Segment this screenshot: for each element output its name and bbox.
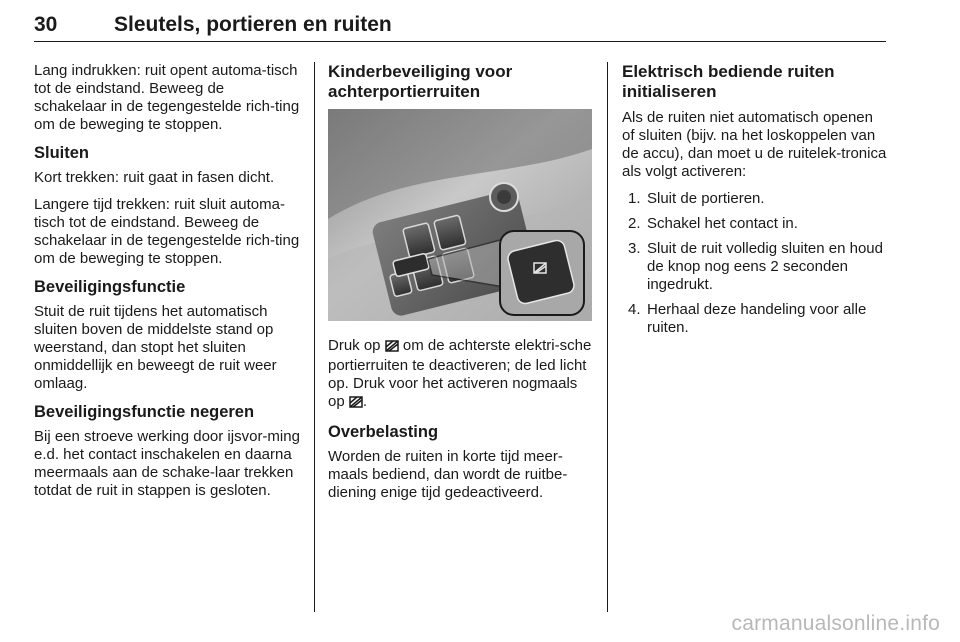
paragraph: [328, 337, 592, 413]
page-number: 30: [34, 13, 58, 36]
page-title: Sleutels, portieren en ruiten: [114, 13, 392, 36]
section-heading-negeren: Beveiligingsfunctie negeren: [34, 403, 255, 421]
step-number: 1.: [628, 190, 641, 207]
step-text: Herhaal deze handeling voor alle ruiten.: [647, 301, 867, 336]
section-heading-beveiligingsfunctie: Beveiligingsfunctie: [34, 278, 186, 296]
section-heading-kinderbeveiliging: Kinderbeveiliging voor achterportierruiten: [328, 62, 513, 101]
section-heading-initialiseren: Elektrisch bediende ruiten initialiseren: [622, 62, 835, 101]
step-number: 2.: [628, 215, 641, 232]
page-header: [34, 8, 886, 42]
column-right: [622, 62, 888, 344]
column-left: [34, 62, 300, 509]
watermark[interactable]: carmanualsonline.info: [731, 612, 940, 635]
step-text: Schakel het contact in.: [647, 215, 798, 232]
door-switch-photo: [328, 109, 592, 321]
list-item: [622, 190, 888, 208]
column-middle: [328, 62, 592, 511]
paragraph: Worden de ruiten in korte tijd meer-maals bediend, dan wordt de ruitbe-diening enige tijd gedeactiveerd.: [328, 448, 568, 501]
list-item: [622, 215, 888, 233]
paragraph: Langere tijd trekken: ruit sluit automa-tisch tot de eindstand. Beweeg de schakelaar in de tegengestelde rich-ting om de beweging te stoppen.: [34, 196, 300, 267]
child-lock-window-icon: [385, 339, 399, 357]
paragraph: Bij een stroeve werking door ijsvor-ming e.d. het contact inschakelen en daarna meermaals aan de schake-laar trekken totdat de ruit in stappen is gesloten.: [34, 428, 300, 499]
paragraph: Als de ruiten niet automatisch openen of sluiten (bijv. na het loskoppelen van de accu), dan moet u de ruitelek-tronica als volgt activeren:: [622, 109, 887, 180]
step-text: Sluit de ruit volledig sluiten en houd de knop nog eens 2 seconden ingedrukt.: [647, 240, 883, 293]
text-span: Druk op: [328, 337, 385, 354]
section-heading-sluiten: Sluiten: [34, 144, 90, 162]
list-item: [622, 301, 888, 337]
text-span: om de achterste elektri-sche portierruiten te deactiveren; de led licht op. Druk voor het activeren nogmaals op: [328, 337, 592, 410]
list-item: [622, 240, 888, 294]
step-number: 4.: [628, 301, 641, 318]
paragraph: Stuit de ruit tijdens het automatisch sluiten boven de middelste stand op weerstand, dan stopt het sluiten onmiddellijk en beweegt de ruit weer omlaag.: [34, 303, 277, 392]
column-divider: [607, 62, 608, 612]
child-lock-window-icon: [349, 395, 363, 413]
step-number: 3.: [628, 240, 641, 257]
step-text: Sluit de portieren.: [647, 190, 765, 207]
column-divider: [314, 62, 315, 612]
paragraph: Kort trekken: ruit gaat in fasen dicht.: [34, 169, 275, 186]
text-span: .: [362, 393, 368, 410]
section-heading-overbelasting: Overbelasting: [328, 423, 439, 441]
paragraph: Lang indrukken: ruit opent automa-tisch tot de eindstand. Beweeg de schakelaar in de tegengestelde rich-ting om de beweging te stoppen.: [34, 62, 300, 133]
steps-list: [622, 190, 888, 337]
